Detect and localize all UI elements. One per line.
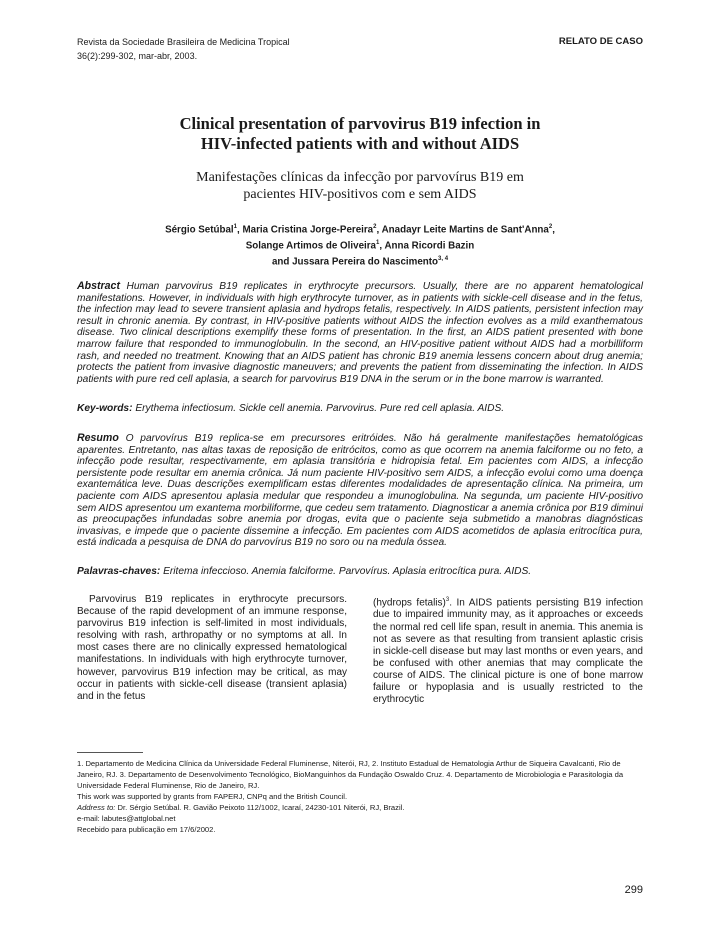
address-text: Dr. Sérgio Setúbal. R. Gavião Peixoto 112/1002, Icaraí, 24230-101 Niterói, RJ, Brazil. [117,803,405,812]
subtitle-line-2: pacientes HIV-positivos com e sem AIDS [243,187,477,202]
author-affiliation: 2 [373,224,377,230]
palavras-text: Eritema infeccioso. Anemia falciforme. Parvovírus. Aplasia eritrocítica pura. AIDS. [163,566,532,577]
palavras-chaves [77,566,643,578]
title-line-1: Clinical presentation of parvovirus B19 infection in [179,114,541,133]
author-name: Anna Ricordi Bazin [384,240,475,252]
citation-ref: 3 [445,597,450,603]
author-name: Sérgio Setúbal [165,224,234,236]
author-name: and Jussara Pereira do Nascimento [271,255,439,267]
abstract-label: Abstract [77,280,120,292]
author-affiliation: 1 [233,224,237,230]
journal-name: Revista da Sociedade Brasileira de Medicina Tropical [77,37,290,47]
abstract-portuguese [77,433,643,549]
footnote-divider [77,752,143,753]
subtitle-line-1: Manifestações clínicas da infecção por parvovírus B19 em [196,170,524,185]
footnote-affiliations: 1. Departamento de Medicina Clínica da Universidade Federal Fluminense, Niterói, RJ, 2. Instituto Estadual de Hematologia Arthur de Siqueira Cavalcanti, Rio de Janeiro, RJ. 3. Departamento de Desenvolvimento Tecnológico, BioManguinhos da Fundação Oswaldo Cruz. 4. Departamento de Microbiologia e Parasitologia da Universidade Federal Fluminense, Rio de Janeiro, RJ. [77,759,624,790]
title-line-2: HIV-infected patients with and without AIDS [200,134,520,153]
author-line-1: Sérgio Setúbal$^1$, Maria Cristina Jorge-Pereira$^2$, Anadayr Leite Martins de Sant'Anna$^2$, [165,224,555,236]
palavras-label: Palavras-chaves: [77,566,161,577]
author-list [77,221,643,268]
resumo-label: Resumo [77,432,119,444]
article-type: RELATO DE CASO [558,36,643,47]
author-line-2: Solange Artimos de Oliveira$^1$, Anna Ricordi Bazin [245,239,475,252]
keywords [77,403,643,415]
author-affiliation: 1 [376,239,380,246]
footnote-support: This work was supported by grants from FAPERJ, CNPq and the British Council. [77,792,348,801]
abstract-english [77,281,643,385]
page-number: 299 [624,884,643,896]
body-column-left: Parvovirus B19 replicates in erythrocyte precursors. Because of the rapid development of an immune response, parvovirus B19 infection is self-limited in most individuals, resolving with rash, arthropathy or no symptoms at all. In most cases there are no clinically expressed hematological manifestations. In individuals with high erythrocyte turnover, however, parvovirus B19 infection may be critical, as may occur in patients with sickle-cell disease (transient aplasia) and in the fetus [77,594,347,702]
resumo-text: O parvovírus B19 replica-se em precursores eritróides. Não há geralmente manifestações hematológicas aparentes. Entretanto, nas altas taxas de reposição de eritrócitos, como as que ocorrem na anemia falciforme ou no feto, a infecção pode resultar, respectivamente, em aplasia transitória e hidropisia fetal. Em pacientes com AIDS, a infecção persistente pode resultar em anemia crônica. Já num paciente HIV-positivo sem AIDS, a infecção evolui como uma doença exantemática leve. Duas descrições exemplificam estas diferentes modalidades de apresentação clínica. Na primeira, um paciente com AIDS apresentou aplasia medular que respondeu a imunoglobulina. Na segunda, um paciente HIV-positivo sem AIDS apresentou um exantema morbiliforme, que cedeu sem tratamento. Diagnosticar a anemia crônica por B19 diminui as preocupações infundadas sobre anemia por drogas, evita que o paciente seja submetido a manobras diagnósticas invasivas, e impede que o paciente dissemine a infecção. Em pacientes com AIDS acometidos de aplasia eritrocítica pura, está indicada a pesquisa de DNA do parvovírus B19 no soro ou na medula óssea. [77,433,643,549]
author-name: Solange Artimos de Oliveira [245,240,377,252]
footnote-email: e-mail: labutes@attglobal.net [77,814,176,823]
author-affiliation: 3, 4 [438,255,449,262]
abstract-text: Human parvovirus B19 replicates in erythrocyte precursors. Usually, there are no apparent hematological manifestations. However, in individuals with high erythrocyte turnover, as in patients with sickle-cell disease and in the fetus, the infection may lead to severe transient aplasia and hydrops fetalis, respectively. In AIDS patients, persistent infection may result in chronic anemia. By contrast, in HIV-positive patients without AIDS the infection evolves as a mild exanthematous disease. Two clinical descriptions exemplify these forms of presentation. In the first, an AIDS patient presented with bone marrow failure that responded to immunoglobulin. In the second, an HIV-positive patient without AIDS had a morbilliform rash, and needed no treatment. Knowing that an AIDS patient has chronic B19 anemia lessens concern about drug anemia; protects the patient from invasive diagnostic maneuvers; and prevents the patient from disseminating the infection. In AIDS patients with pure red cell aplasia, a search for parvovirus B19 DNA in the serum or in the bone marrow is warranted. [77,281,643,385]
footnotes [77,758,643,835]
author-line-3 [77,253,643,269]
body-text: . In AIDS patients persisting B19 infection due to impaired immunity may, as it approaches or exceeds the normal red cell life span, result in anemia. This anemia is not as severe as that resulting from transient aplastic crisis in sickle-cell disease but may last months or even years, and be confused with other anemias that may complicate the course of AIDS. The clinical picture is one of bone marrow failure or hypoplasia and is usually restricted to the erythrocytic [373,597,644,706]
keywords-text: Erythema infectiosum. Sickle cell anemia. Parvovirus. Pure red cell aplasia. AIDS. [135,403,505,414]
article-title [77,114,643,154]
author-affiliation: 2 [548,224,553,230]
author-name: Anadayr Leite Martins de Sant'Anna [381,224,549,236]
author-name: Maria Cristina Jorge-Pereira [242,224,374,236]
article-subtitle [77,169,643,203]
body-column-right [373,594,643,706]
journal-volume: 36(2):299-302, mar-abr, 2003. [77,51,198,61]
footnote-address [77,802,643,813]
body-text: (hydrops fetalis) [373,597,446,609]
keywords-label: Key-words: [77,403,133,414]
address-label: Address to: [77,803,116,812]
footnote-received: Recebido para publicação em 17/6/2002. [77,825,216,834]
